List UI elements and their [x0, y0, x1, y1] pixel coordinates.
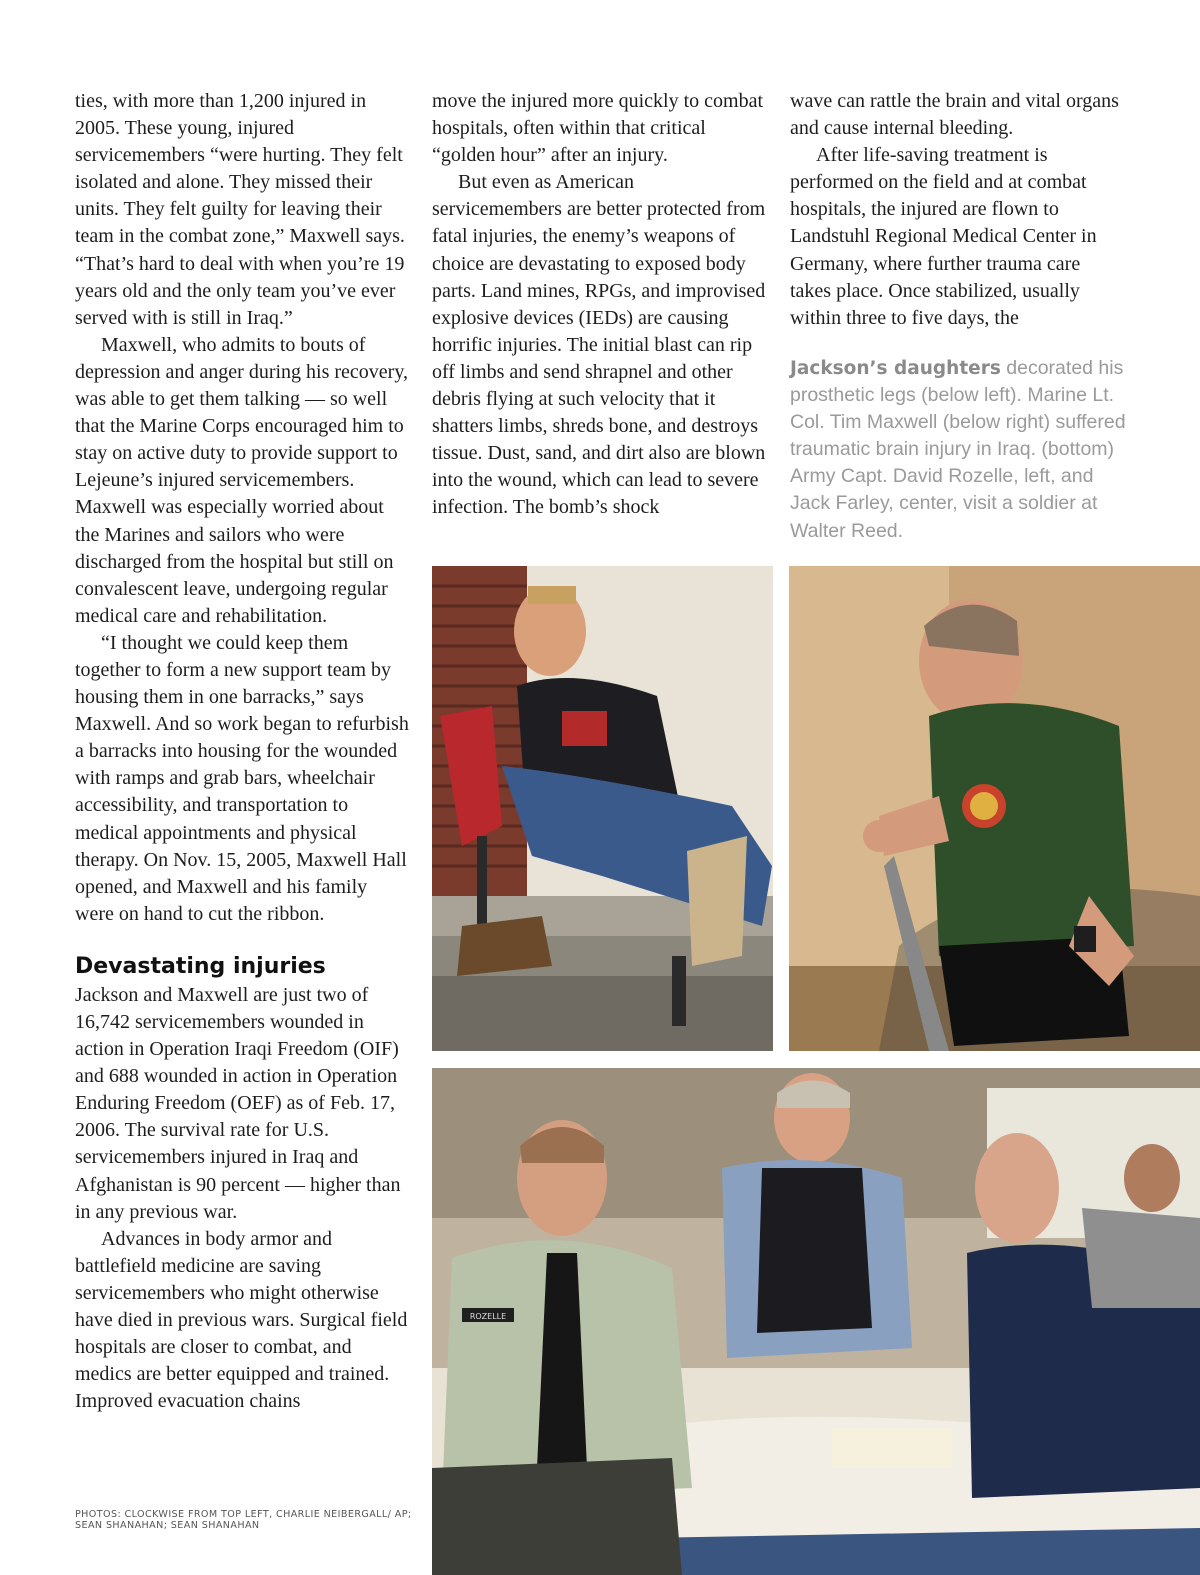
photo-walter-reed-visit — [432, 1068, 1200, 1575]
photo-illustration — [432, 566, 773, 1051]
article-column-1 — [75, 88, 409, 1415]
paragraph: Maxwell, who admits to bouts of depression and anger during his recovery, was able to get them talking — so well that the Marine Corps encouraged him to stay on active duty to provide support to Lejeune’s injured servicemembers. Maxwell was especially worried about the Marines and sailors who were discharged from the hospital but still on convalescent leave, undergoing regular medical care and rehabilitation. — [75, 333, 409, 627]
paragraph: ties, with more than 1,200 injured in 2005. These young, injured servicemembers “were hurting. They felt isolated and alone. They missed their units. They felt guilty for leaving their team in the combat zone,” Maxwell says. “That’s hard to deal with when you’re 19 years old and the only team you’ve ever served with is still in Iraq.” — [75, 90, 405, 329]
caption-text: decorated his prosthetic legs (below left). Marine Lt. Col. Tim Maxwell (below right) suffered traumatic brain injury in Iraq. (bottom) Army Capt. David Rozelle, left, and Jack Farley, center, visit a soldier at Walter Reed. — [790, 357, 1126, 542]
paragraph: “I thought we could keep them together to form a new support team by housing them in one barracks,” says Maxwell. And so work began to refurbish a barracks into housing for the wounded with ramps and grab bars, wheelchair accessibility, and transportation to medical appointments and physical therapy. On Nov. 15, 2005, Maxwell Hall opened, and Maxwell and his family were on hand to cut the ribbon. — [75, 631, 409, 925]
article-column-3 — [790, 88, 1124, 332]
photo-illustration — [432, 1068, 1200, 1575]
photo-credit: PHOTOS: CLOCKWISE FROM TOP LEFT, CHARLIE NEIBERGALL/ AP; SEAN SHANAHAN; SEAN SHANAHAN — [75, 1509, 412, 1531]
caption-lead: Jackson’s daughters — [790, 358, 1001, 379]
paragraph: Jackson and Maxwell are just two of 16,742 servicemembers wounded in action in Operation Iraqi Freedom (OIF) and 688 wounded in action in Operation Enduring Freedom (OEF) as of Feb. 17, 2006. The survival rate for U.S. servicemembers injured in Iraq and Afghanistan is 90 percent — higher than in any previous war. — [75, 983, 401, 1223]
photo-caption — [790, 355, 1130, 545]
name-tag: ROZELLE — [469, 1312, 507, 1321]
article-column-2 — [432, 88, 766, 522]
photo-illustration — [789, 566, 1200, 1051]
photo-soldier-prosthetics — [432, 566, 773, 1051]
photo-marine-treadmill — [789, 566, 1200, 1051]
paragraph: move the injured more quickly to combat hospitals, often within that critical “golden hour” after an injury. — [432, 90, 764, 167]
paragraph: But even as American servicemembers are better protected from fatal injuries, the enemy’s weapons of choice are devastating to exposed body parts. Land mines, RPGs, and improvised explosive devices (IEDs) are causing horrific injuries. The initial blast can rip off limbs and send shrapnel and other debris flying at such velocity that it shatters limbs, shreds bone, and destroys tissue. Dust, sand, and dirt also are blown into the wound, which can lead to severe infection. The bomb’s shock — [432, 171, 766, 519]
paragraph: wave can rattle the brain and vital organs and cause internal bleeding. — [790, 90, 1119, 140]
paragraph: After life-saving treatment is performed on the field and at combat hospitals, the injured are flown to Landstuhl Regional Medical Center in Germany, where further trauma care takes place. Once stabilized, usually within three to five days, the — [790, 144, 1097, 329]
section-heading: Devastating injuries — [75, 953, 326, 979]
paragraph: Advances in body armor and battlefield medicine are saving servicemembers who might otherwise have died in previous wars. Surgical field hospitals are closer to combat, and medics are better equipped and trained. Improved evacuation chains — [75, 1227, 408, 1413]
